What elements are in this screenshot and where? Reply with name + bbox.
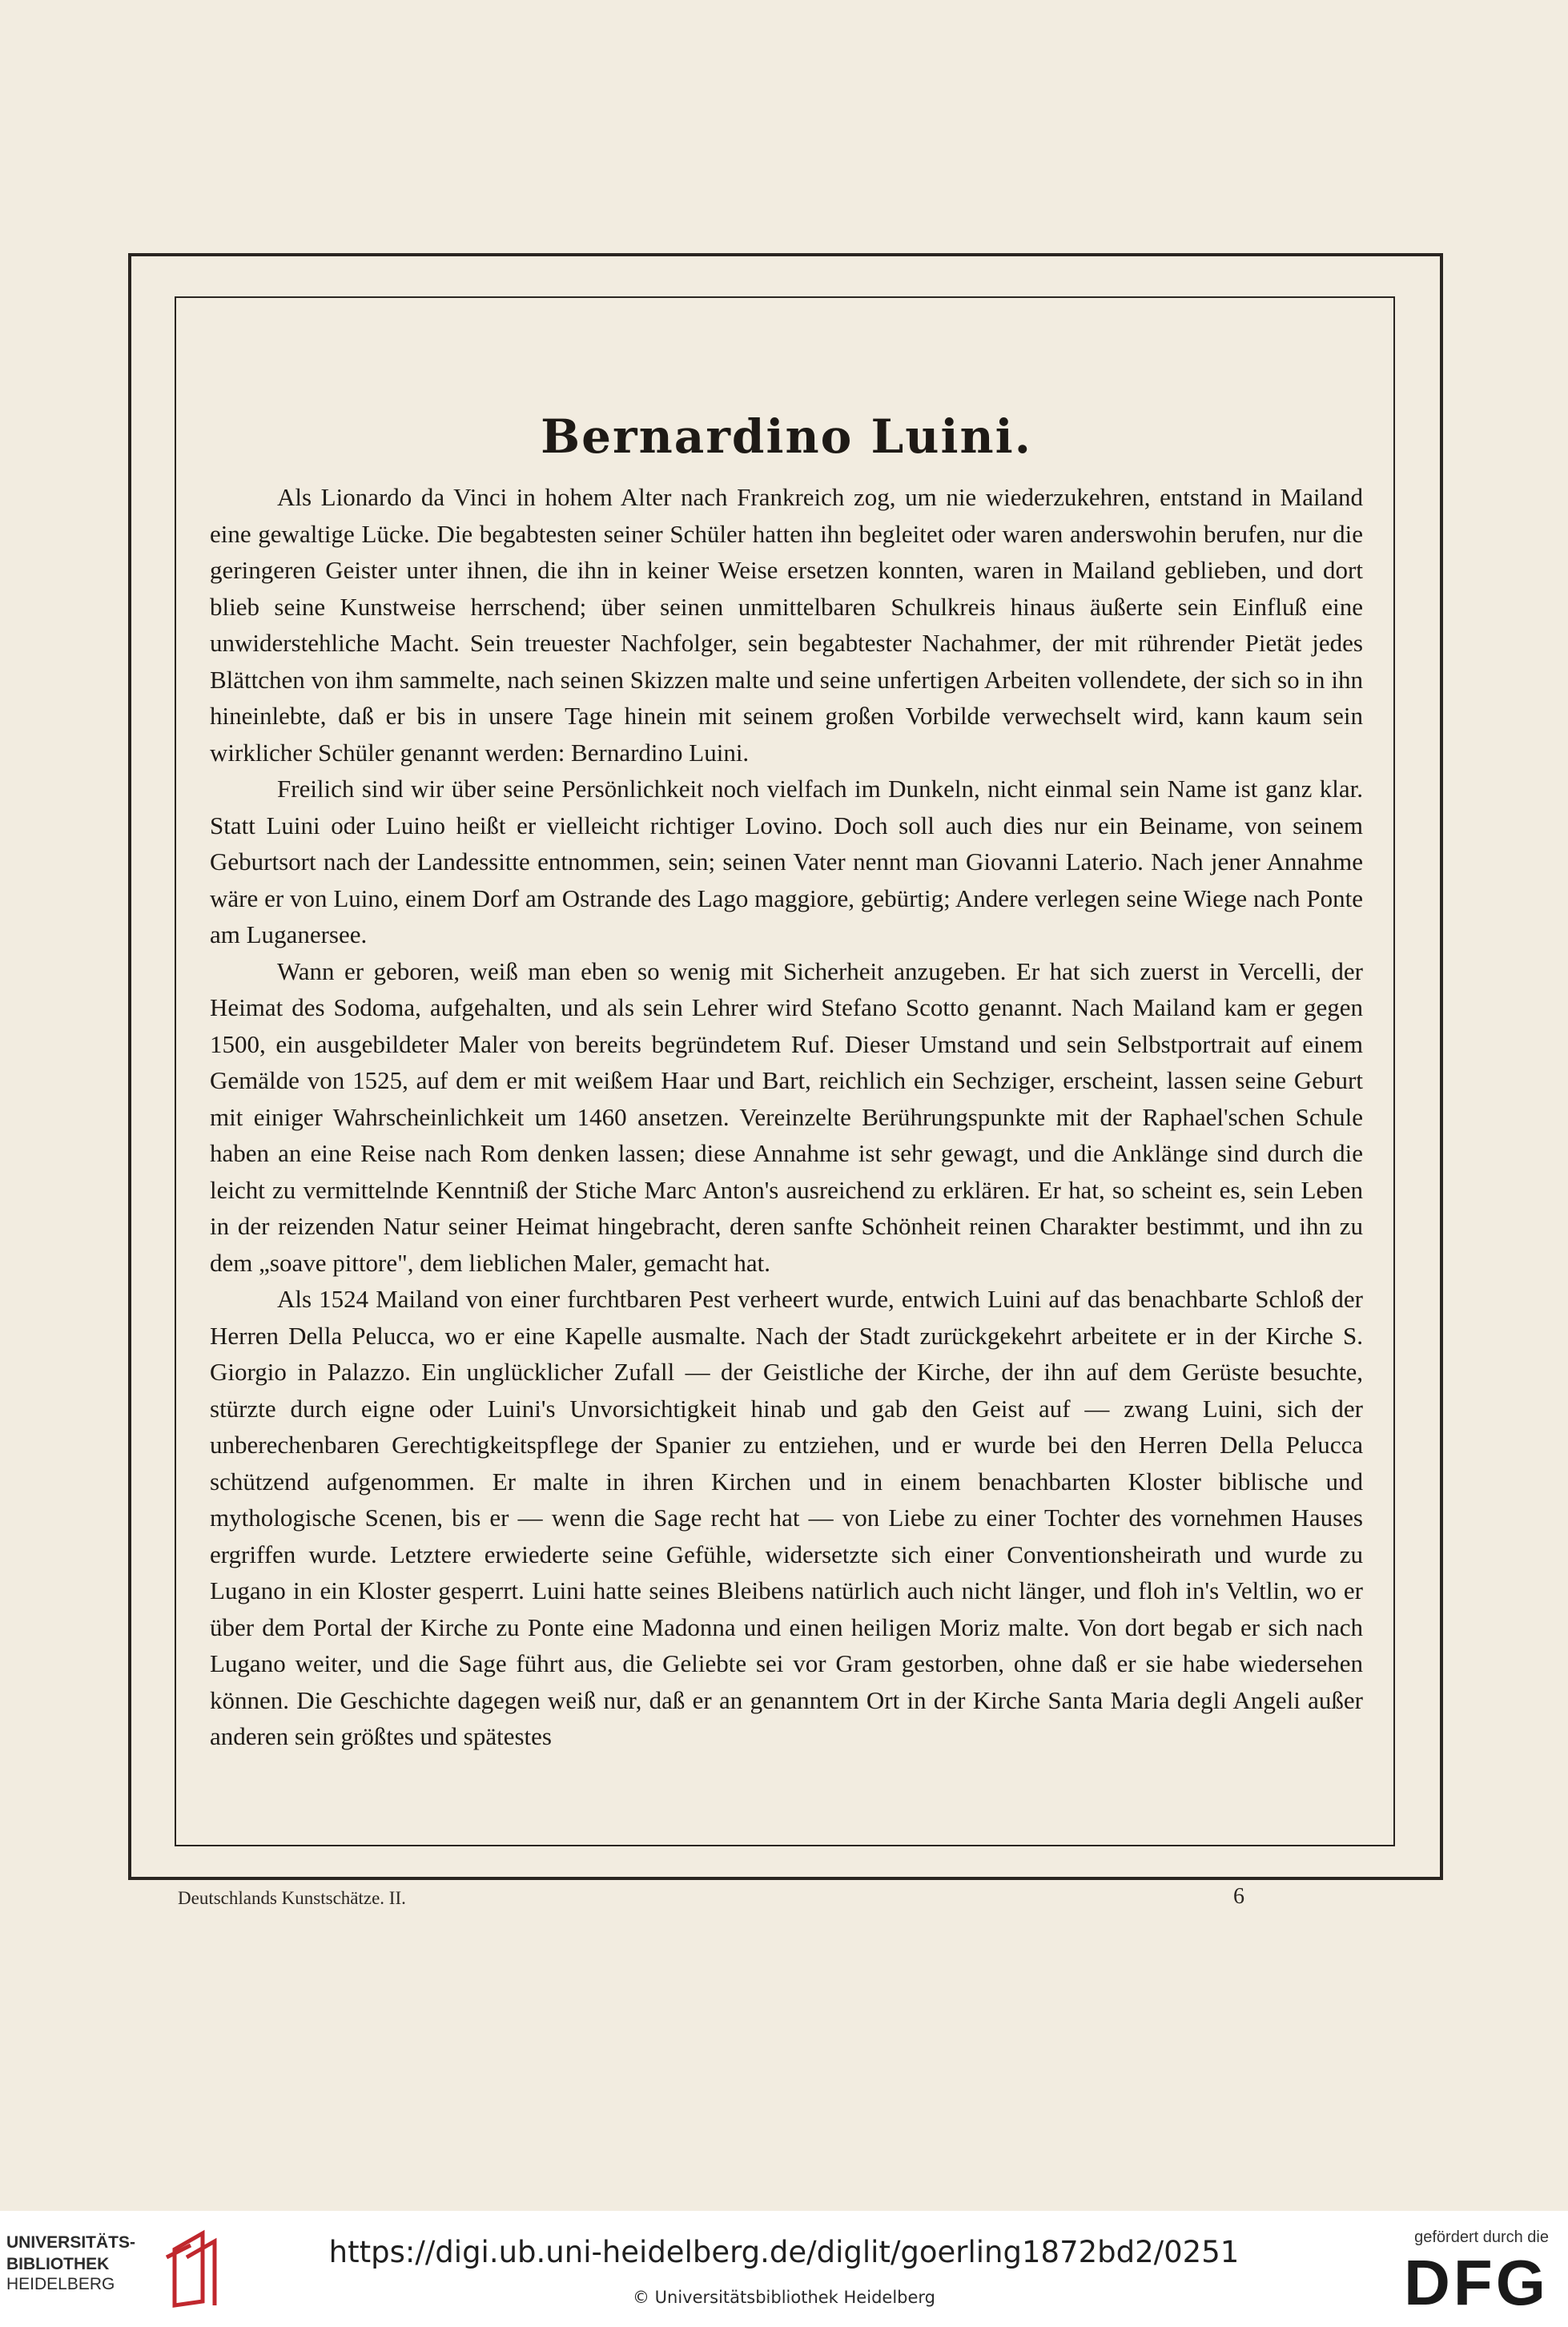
copyright-notice: © Universitätsbibliothek Heidelberg bbox=[632, 2288, 935, 2307]
page-number: 6 bbox=[1233, 1884, 1244, 1909]
article-title: Bernardino Luini. bbox=[541, 409, 1032, 464]
page-footer-title: Deutschlands Kunstschätze. II. bbox=[178, 1888, 406, 1908]
permalink-url[interactable]: https://digi.ub.uni-heidelberg.de/diglit/goerling1872bd2/0251 bbox=[328, 2235, 1240, 2269]
article-body bbox=[210, 409, 1363, 1826]
paragraph-3: Wann er geboren, weiß man eben so wenig mit Sicherheit anzugeben. Er hat sich zuerst in Vercelli, der Heimat des Sodoma, aufgehalten, und als sein Lehrer wird Stefano Scotto genannt. Nach Mailand kam er gegen 1500, ein ausgebildeter Maler von bereits begründetem Ruf. Dieser Umstand und sein Selbstportrait auf einem Gemälde von 1525, auf dem er mit weißem Haar und Bart, reichlich ein Sechziger, erscheint, lassen seine Geburt mit einiger Wahrscheinlichkeit um 1460 ansetzen. Vereinzelte Berührungspunkte mit der Raphael'schen Schule haben an eine Reise nach Rom denken lassen; diese Annahme ist sehr gewagt, und die Anklänge sind durch die leicht zu vermittelnde Kenntniß der Stiche Marc Anton's ausreichend zu erklären. Er hat, so scheint es, sein Leben in der reizenden Natur seiner Heimat hingebracht, deren sanfte Schönheit reinen Charakter bestimmt, und ihn zu dem „soave pittore", dem lieblichen Maler, gemacht hat. bbox=[210, 956, 1363, 1277]
dfg-logo[interactable]: DFG bbox=[1404, 2247, 1549, 2318]
sponsor-label: gefördert durch die bbox=[1414, 2228, 1549, 2246]
logo-line-2: BIBLIOTHEK bbox=[6, 2255, 110, 2273]
library-banner bbox=[0, 2211, 1568, 2327]
logo-line-1: UNIVERSITÄTS- bbox=[6, 2233, 136, 2252]
paragraph-2: Freilich sind wir über seine Persönlichkeit noch vielfach im Dunkeln, nicht einmal sein Name ist ganz klar. Statt Luini oder Luino heißt er vielleicht richtiger Lovino. Doch soll auch dies nur ein Beiname, von seinem Geburtsort nach der Landessitte entnommen, sein; seinen Vater nennt man Giovanni Laterio. Nach jener Annahme wäre er von Luino, einem Dorf am Ostrande des Lago maggiore, gebürtig; Andere verlegen seine Wiege nach Ponte am Luganersee. bbox=[210, 775, 1363, 948]
paragraph-4: Als 1524 Mailand von einer furchtbaren Pest verheert wurde, entwich Luini auf das benachbarte Schloß der Herren Della Pelucca, wo er eine Kapelle ausmalte. Nach der Stadt zurückgekehrt arbeitete er in der Kirche S. Giorgio in Palazzo. Ein unglücklicher Zufall — der Geistliche der Kirche, der ihn auf dem Gerüste besuchte, stürzte durch eigne oder Luini's Unvorsichtigkeit hinab und gab den Geist auf — zwang Luini, sich der unberechenbaren Gerechtigkeitspflege der Spanier zu entziehen, und er wurde bei den Herren Della Pelucca schützend aufgenommen. Er malte in ihren Kirchen und in einem benachbarten Kloster biblische und mythologische Scenen, bis er — wenn die Sage recht hat — von Liebe zu einer Tochter des vornehmen Hauses ergriffen wurde. Letztere erwiederte seine Gefühle, widersetzte sich einer Conventionsheirath und wurde zu Lugano in ein Kloster gesperrt. Luini hatte seines Bleibens natürlich auch nicht länger, und floh in's Veltlin, wo er über dem Portal der Kirche zu Ponte eine Madonna und einen heiligen Moriz malte. Von dort begab er sich nach Lugano weiter, und die Sage führt aus, die Geliebte sei vor Gram gestorben, ohne daß er sie habe wiedersehen können. Die Geschichte dagegen weiß nur, daß er an genanntem Ort in der Kirche Santa Maria degli Angeli außer anderen sein größtes und spätestes bbox=[210, 1285, 1363, 1750]
paragraph-1: Als Lionardo da Vinci in hohem Alter nach Frankreich zog, um nie wiederzukehren, entstand in Mailand eine gewaltige Lücke. Die begabtesten seiner Schüler hatten ihn begleitet oder waren anderswohin berufen, nur die geringeren Geister unter ihnen, die ihn in keiner Weise ersetzen konnten, waren in Mailand geblieben, und dort blieb seine Kunstweise herrschend; über seinen unmittelbaren Schulkreis hinaus äußerte sein Einfluß eine unwiderstehliche Macht. Sein treuester Nachfolger, sein begabtester Nachahmer, der mit rührender Pietät jedes Blättchen von ihm sammelte, nach seinen Skizzen malte und seine unfertigen Arbeiten vollendete, der sich so in ihn hineinlebte, daß er bis in unsere Tage hinein mit seinem großen Vorbilde verwechselt wird, kann kaum sein wirklicher Schüler genannt werden: Bernardino Luini. bbox=[210, 483, 1363, 767]
logo-line-3: HEIDELBERG bbox=[6, 2275, 115, 2293]
